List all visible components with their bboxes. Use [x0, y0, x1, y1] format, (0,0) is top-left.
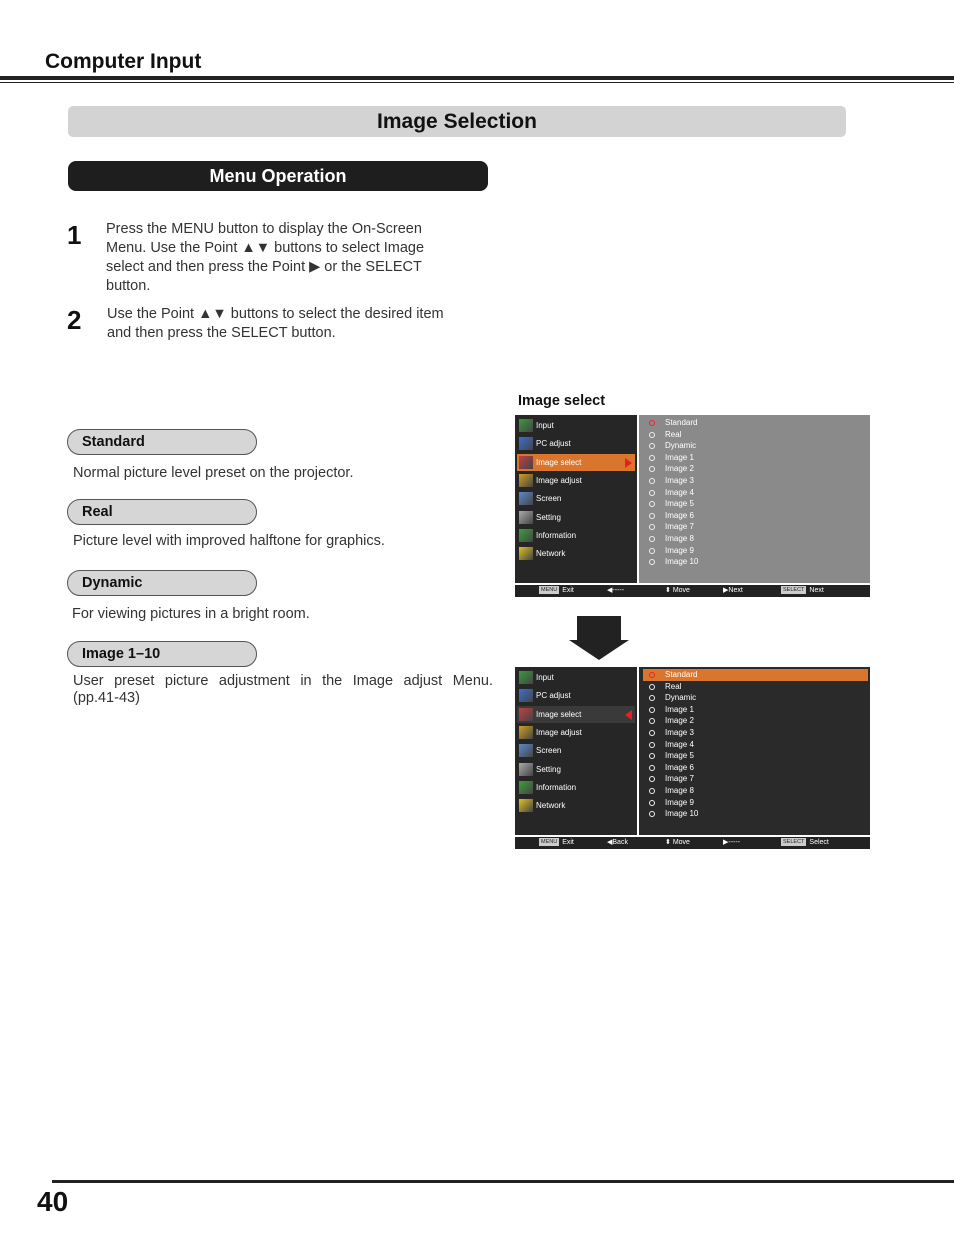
osd-option-label: Real	[665, 681, 682, 691]
osd-option-item[interactable]	[647, 797, 866, 809]
osd-option-item[interactable]	[647, 681, 866, 693]
guide-text: Move	[672, 839, 690, 846]
osd-option-label: Image 2	[665, 716, 694, 726]
step-line: and then press the SELECT button.	[107, 325, 336, 341]
guide-back: ◀-----	[607, 587, 625, 594]
osd-menu-item[interactable]	[517, 797, 635, 814]
guide-move: ⬍ Move	[665, 839, 690, 846]
radio-icon	[649, 695, 655, 701]
radio-icon	[649, 742, 655, 748]
radio-icon	[649, 524, 655, 530]
guide-select	[781, 837, 829, 849]
osd-menu-item[interactable]	[517, 545, 635, 562]
step-number: 2	[67, 305, 82, 335]
guide-text: Move	[672, 587, 690, 594]
radio-icon	[649, 513, 655, 519]
select-key: SELECT	[783, 839, 805, 845]
guide-text: Exit	[562, 839, 574, 846]
osd-option-item[interactable]	[647, 727, 866, 739]
menu-key: MENU	[541, 587, 558, 593]
osd-option-item[interactable]	[647, 762, 866, 774]
radio-icon	[649, 730, 655, 736]
page-number: 40	[37, 1186, 69, 1217]
osd-menu-label: Input	[536, 673, 554, 682]
guide-text: Next	[809, 587, 824, 594]
image-adjust-icon	[519, 726, 533, 739]
radio-icon	[649, 753, 655, 759]
screen-icon	[519, 744, 533, 757]
osd-option-item[interactable]	[647, 808, 866, 820]
arrow-right-icon	[625, 458, 632, 468]
osd-option-list	[639, 415, 870, 583]
osd-option-item[interactable]	[647, 498, 866, 510]
osd-option-label: Image 3	[665, 476, 694, 485]
menu-operation-heading: Menu Operation	[68, 161, 488, 191]
osd-guide-bar	[515, 837, 870, 849]
osd-menu-item[interactable]	[517, 490, 635, 507]
guide-exit	[539, 837, 574, 849]
osd-menu-item[interactable]	[517, 687, 635, 704]
osd-menu-label: Image select	[536, 709, 582, 719]
pc-adjust-icon	[519, 437, 533, 450]
osd-menu-item[interactable]	[517, 454, 635, 471]
osd-menu-item[interactable]	[517, 724, 635, 741]
osd-menu-item[interactable]	[517, 509, 635, 526]
radio-icon	[649, 478, 655, 484]
radio-icon	[649, 501, 655, 507]
step-line: Use the Point ▲▼ buttons to select the desired item	[107, 306, 444, 322]
osd-option-item[interactable]	[647, 429, 866, 441]
osd-option-item[interactable]	[647, 556, 866, 568]
osd-option-label: Image 3	[665, 728, 694, 737]
option-label-real: Real	[67, 499, 257, 525]
osd-option-item[interactable]	[647, 417, 866, 429]
osd-option-item[interactable]	[647, 739, 866, 751]
osd-option-label: Image 6	[665, 762, 694, 772]
osd-option-item[interactable]	[647, 545, 866, 557]
osd-option-label: Standard	[665, 670, 698, 679]
osd-menu-list	[515, 415, 637, 583]
osd-menu-item[interactable]	[517, 527, 635, 544]
osd-option-label: Image 10	[665, 809, 699, 819]
osd-option-item[interactable]	[647, 704, 866, 716]
osd-menu-label: PC adjust	[536, 691, 571, 701]
osd-option-label: Image 8	[665, 534, 694, 543]
osd-option-label: Image 7	[665, 522, 694, 532]
option-label-dynamic: Dynamic	[67, 570, 257, 596]
option-desc-dynamic: For viewing pictures in a bright room.	[72, 606, 310, 622]
osd-option-item[interactable]	[647, 773, 866, 785]
input-icon	[519, 419, 533, 432]
osd-option-label: Image 10	[665, 557, 699, 567]
radio-icon	[649, 559, 655, 565]
osd-menu-item[interactable]	[517, 669, 635, 686]
osd-option-item[interactable]	[647, 463, 866, 475]
radio-icon	[649, 788, 655, 794]
osd-option-item[interactable]	[643, 669, 868, 681]
information-icon	[519, 529, 533, 542]
radio-icon	[649, 466, 655, 472]
osd-menu-item[interactable]	[517, 761, 635, 778]
osd-option-item[interactable]	[647, 750, 866, 762]
guide-next: ▶Next	[723, 587, 743, 594]
step-line: button.	[106, 278, 151, 294]
header-rule	[0, 76, 954, 80]
radio-icon	[649, 707, 655, 713]
setting-icon	[519, 763, 533, 776]
osd-option-label: Image 5	[665, 499, 694, 509]
osd-option-list	[639, 667, 870, 835]
osd-menu-label: Image adjust	[536, 475, 582, 485]
osd-option-label: Image 8	[665, 786, 694, 795]
osd-option-item[interactable]	[647, 510, 866, 522]
radio-icon	[649, 672, 655, 678]
osd-menu-label: Network	[536, 801, 566, 811]
option-label-standard: Standard	[67, 429, 257, 455]
select-key: SELECT	[783, 587, 805, 593]
osd-menu-label: Information	[536, 782, 577, 792]
guide-next: ▶-----	[723, 839, 741, 846]
down-arrow-icon	[569, 616, 629, 660]
osd-option-label: Image 1	[665, 452, 694, 462]
setting-icon	[519, 511, 533, 524]
radio-icon	[649, 811, 655, 817]
step-number: 1	[67, 220, 82, 250]
osd-menu-label: Information	[536, 530, 577, 540]
radio-icon	[649, 776, 655, 782]
information-icon	[519, 781, 533, 794]
osd-menu-label: Network	[536, 549, 566, 559]
step-line: select and then press the Point ▶ or the SELECT	[106, 259, 422, 275]
osd-menu-label: Screen	[536, 746, 562, 756]
radio-icon	[649, 800, 655, 806]
guide-text: Next	[728, 587, 743, 594]
osd-option-label: Image 4	[665, 739, 694, 749]
osd-option-item[interactable]	[647, 475, 866, 487]
guide-text: Exit	[562, 587, 574, 594]
osd-option-label: Image 7	[665, 774, 694, 784]
radio-icon	[649, 765, 655, 771]
guide-text: Back	[612, 839, 628, 846]
osd-menu-label: Image select	[536, 457, 582, 467]
option-desc-image: User preset picture adjustment in the Image adjust Menu.	[73, 673, 493, 689]
osd-menu-label: Screen	[536, 494, 562, 504]
step-1-text	[106, 220, 486, 296]
radio-icon	[649, 548, 655, 554]
osd-option-item[interactable]	[647, 715, 866, 727]
radio-icon	[649, 490, 655, 496]
header-rule-thin	[0, 82, 954, 83]
osd-option-label: Image 4	[665, 487, 694, 497]
image-adjust-icon	[519, 474, 533, 487]
osd-option-label: Standard	[665, 418, 698, 427]
pc-adjust-icon	[519, 689, 533, 702]
osd-menu-list	[515, 667, 637, 835]
screen-icon	[519, 492, 533, 505]
radio-icon	[649, 420, 655, 426]
option-desc-standard: Normal picture level preset on the projector.	[73, 465, 354, 481]
guide-text: -----	[728, 839, 741, 846]
guide-exit	[539, 585, 574, 597]
input-icon	[519, 671, 533, 684]
osd-menu-label: Setting	[536, 512, 561, 522]
option-label-image: Image 1–10	[67, 641, 257, 667]
network-icon	[519, 547, 533, 560]
osd-menu-item[interactable]	[517, 435, 635, 452]
guide-text: Select	[809, 839, 829, 846]
osd-menu-label: Setting	[536, 764, 561, 774]
guide-select	[781, 585, 824, 597]
osd-menu-item[interactable]	[517, 417, 635, 434]
osd-option-label: Image 6	[665, 510, 694, 520]
osd-menu-item[interactable]	[517, 742, 635, 759]
osd-option-label: Dynamic	[665, 693, 697, 703]
radio-icon	[649, 718, 655, 724]
radio-icon	[649, 432, 655, 438]
osd-menu-label: Image adjust	[536, 727, 582, 737]
osd-option-item[interactable]	[647, 452, 866, 464]
osd-menu-item[interactable]	[517, 706, 635, 723]
image-select-icon	[519, 708, 533, 721]
step-2-text	[107, 305, 487, 343]
osd-menu-item[interactable]	[517, 779, 635, 796]
option-desc-image-ref: (pp.41-43)	[73, 690, 140, 706]
guide-text: -----	[612, 587, 625, 594]
osd-menu-label: PC adjust	[536, 439, 571, 449]
osd-option-item[interactable]	[647, 692, 866, 704]
osd-image-select-menu	[515, 415, 870, 597]
section-title: Computer Input	[45, 50, 202, 73]
osd-option-label: Image 9	[665, 545, 694, 555]
osd-option-item[interactable]	[647, 487, 866, 499]
step-line: Press the MENU button to display the On-Screen	[106, 221, 422, 237]
osd-option-label: Image 2	[665, 464, 694, 474]
radio-icon	[649, 536, 655, 542]
radio-icon	[649, 443, 655, 449]
page-title: Image Selection	[68, 106, 846, 137]
osd-option-item[interactable]	[647, 785, 866, 797]
osd-option-item[interactable]	[647, 521, 866, 533]
osd-option-label: Dynamic	[665, 441, 697, 451]
osd-option-label: Real	[665, 429, 682, 439]
osd-image-select-submenu	[515, 667, 870, 849]
guide-back: ◀Back	[607, 839, 628, 846]
osd-option-label: Image 1	[665, 704, 694, 714]
menu-key: MENU	[541, 839, 558, 845]
osd-guide-bar	[515, 585, 870, 597]
radio-icon	[649, 455, 655, 461]
option-desc-real: Picture level with improved halftone for graphics.	[73, 533, 385, 549]
osd-option-label: Image 5	[665, 751, 694, 761]
osd-option-label: Image 9	[665, 797, 694, 807]
osd-option-item[interactable]	[647, 440, 866, 452]
network-icon	[519, 799, 533, 812]
arrow-left-icon	[625, 710, 632, 720]
footer-rule	[52, 1180, 954, 1183]
guide-move: ⬍ Move	[665, 587, 690, 594]
osd-menu-label: Input	[536, 421, 554, 430]
image-select-icon	[519, 456, 533, 469]
osd-menu-item[interactable]	[517, 472, 635, 489]
step-line: Menu. Use the Point ▲▼ buttons to select Image	[106, 240, 425, 256]
radio-icon	[649, 684, 655, 690]
figure-caption: Image select	[518, 393, 606, 409]
osd-option-item[interactable]	[647, 533, 866, 545]
